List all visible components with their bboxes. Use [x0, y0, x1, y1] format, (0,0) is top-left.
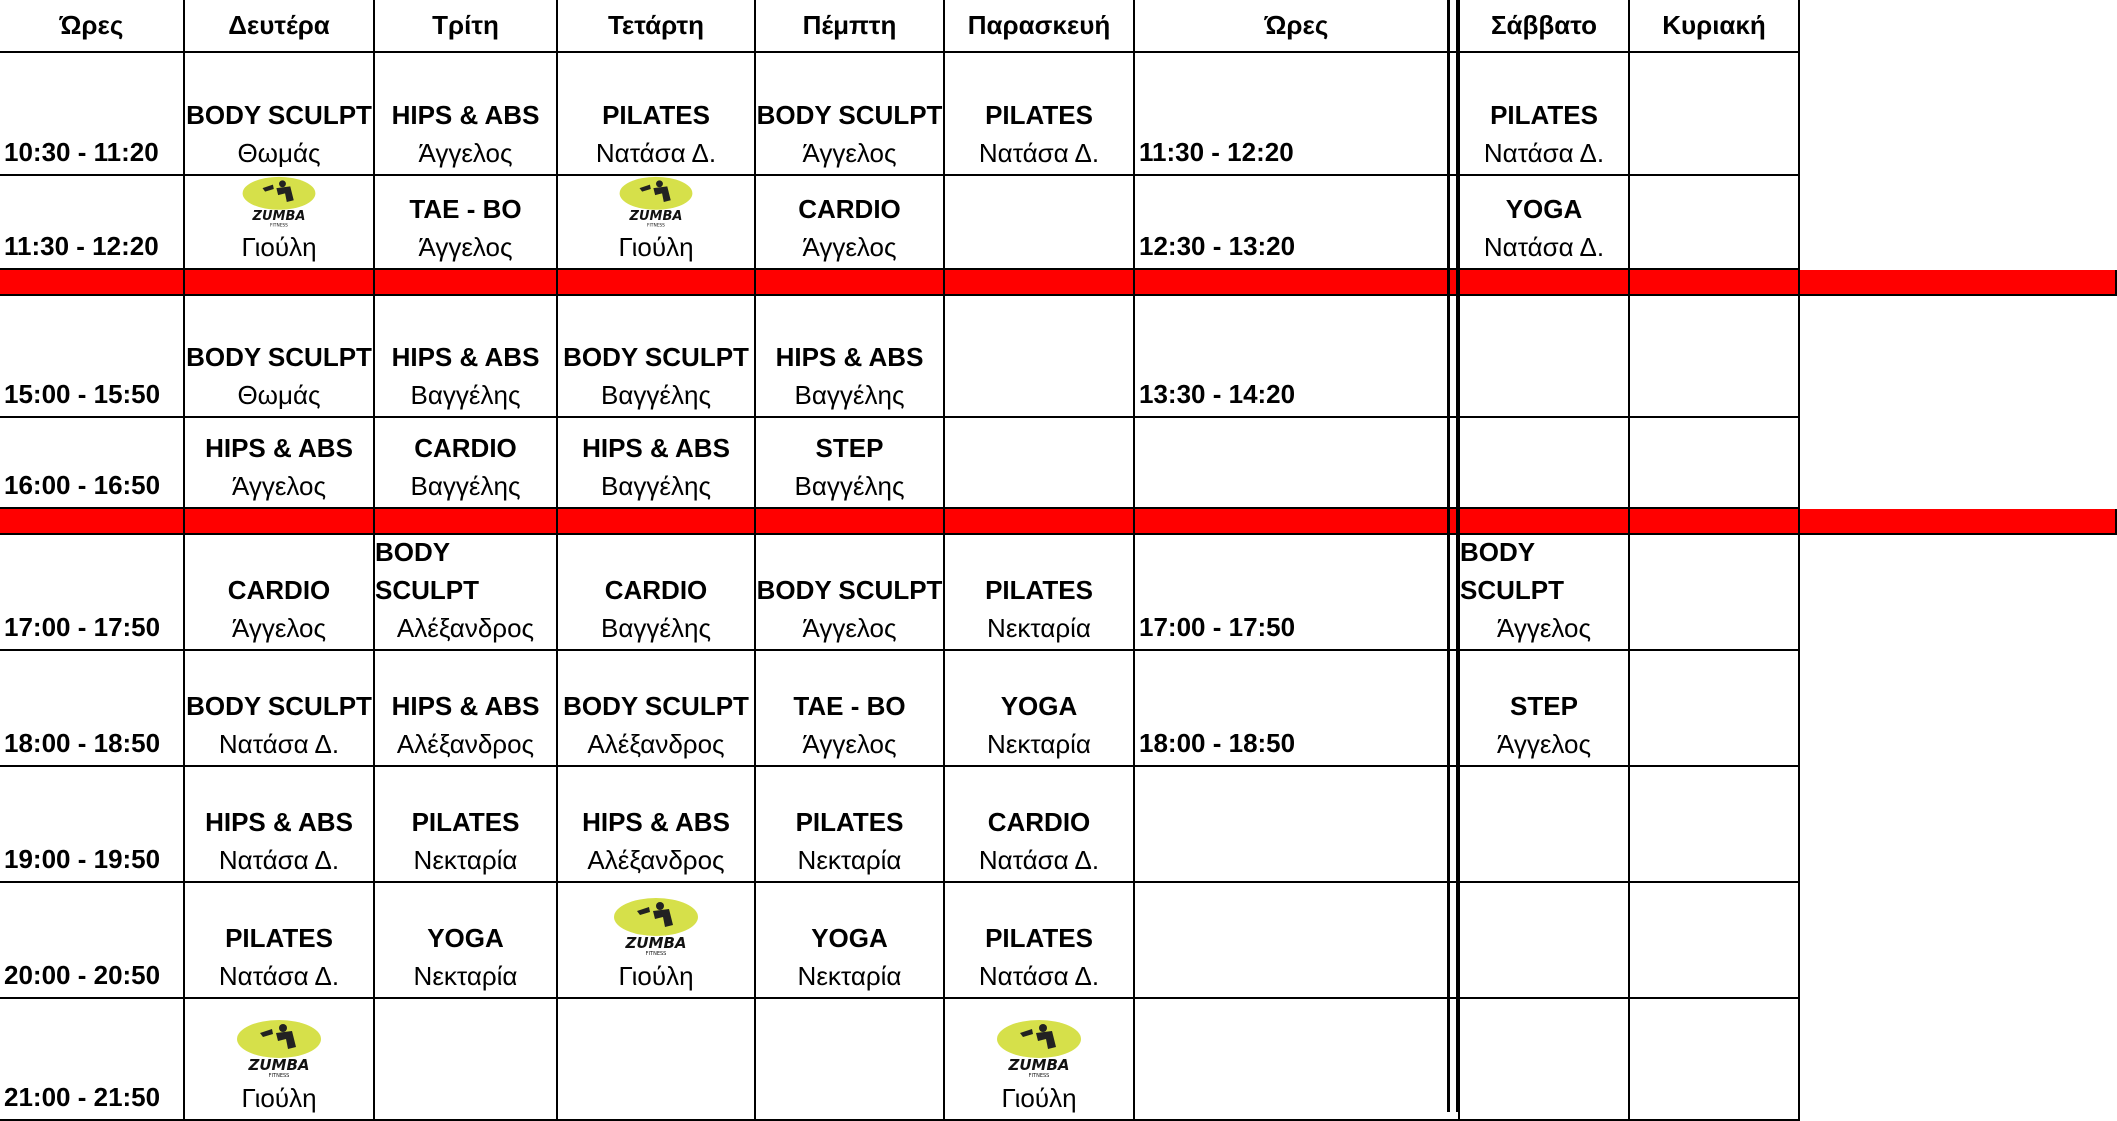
class-name: PILATES [985, 575, 1093, 605]
zumba-logo-word: ZUMBA [252, 209, 306, 225]
weekend-time-slot [1135, 999, 1460, 1121]
instructor-name: Νατάσα Δ. [218, 729, 340, 759]
class-cell-step [756, 418, 945, 509]
empty-cell [1630, 176, 1800, 270]
class-cell-hips-abs [185, 767, 375, 883]
class-cell-hips-abs [558, 418, 756, 509]
class-cell-cardio [945, 767, 1135, 883]
break-separator-cell [558, 509, 756, 535]
class-cell-body-sculpt [185, 651, 375, 767]
instructor-name: Νεκταρία [413, 845, 518, 875]
column-header-day-8: Κυριακή [1630, 0, 1800, 53]
weekend-time-slot: 13:30 - 14:20 [1135, 296, 1460, 418]
column-header-day-5: Παρασκευή [945, 0, 1135, 53]
instructor-name: Άγγελος [418, 138, 513, 168]
zumba-logo-icon [236, 176, 322, 228]
weekend-time-slot [1135, 767, 1460, 883]
class-cell-tae-bo [756, 651, 945, 767]
class-name: HIPS & ABS [391, 691, 540, 721]
weekend-time-slot [1135, 883, 1460, 999]
instructor-name: Γιούλη [241, 232, 317, 262]
class-name: TAE - BO [409, 194, 522, 224]
class-cell-body-sculpt [185, 53, 375, 176]
weekend-time-slot: 18:00 - 18:50 [1135, 651, 1460, 767]
class-name: BODY SCULPT [563, 342, 749, 372]
zumba-logo-subtitle: FITNESS [270, 223, 288, 228]
class-cell-pilates [945, 535, 1135, 651]
class-name: PILATES [985, 923, 1093, 953]
class-cell-hips-abs [375, 53, 558, 176]
class-name: YOGA [427, 923, 504, 953]
class-cell-pilates [375, 767, 558, 883]
instructor-name: Νατάσα Δ. [595, 138, 717, 168]
class-name: BODY SCULPT [563, 691, 749, 721]
instructor-name: Νατάσα Δ. [218, 961, 340, 991]
class-name: CARDIO [798, 194, 901, 224]
class-cell-zumba [945, 999, 1135, 1121]
empty-cell [1460, 883, 1630, 999]
class-cell-body-sculpt [756, 535, 945, 651]
class-name: HIPS & ABS [582, 807, 730, 837]
class-name: YOGA [1000, 691, 1078, 721]
class-name: PILATES [225, 923, 333, 953]
class-name: PILATES [985, 100, 1093, 130]
class-cell-hips-abs [756, 296, 945, 418]
empty-cell [1630, 767, 1800, 883]
break-separator-cell [945, 509, 1135, 535]
time-slot: 19:00 - 19:50 [0, 767, 185, 883]
instructor-name: Άγγελος [1496, 729, 1592, 759]
break-separator-cell [1630, 509, 1800, 535]
zumba-logo-subtitle: FITNESS [647, 223, 665, 228]
class-name: BODY SCULPT [756, 575, 943, 605]
time-slot: 17:00 - 17:50 [0, 535, 185, 651]
instructor-name: Νεκταρία [987, 729, 1091, 759]
empty-cell [1460, 999, 1630, 1121]
class-cell-cardio [558, 535, 756, 651]
weekend-time-slot [1135, 418, 1460, 509]
zumba-logo-subtitle: FITNESS [1028, 1073, 1050, 1079]
break-separator-cell [558, 270, 756, 296]
instructor-name: Βαγγέλης [794, 380, 905, 410]
instructor-name: Βαγγέλης [601, 613, 711, 643]
zumba-logo-icon [613, 176, 699, 228]
zumba-logo-figure-head [656, 180, 663, 187]
break-separator-cell [1460, 270, 1630, 296]
time-slot: 11:30 - 12:20 [0, 176, 185, 270]
class-name: TAE - BO [793, 691, 906, 721]
class-cell-zumba [558, 176, 756, 270]
zumba-logo-icon [613, 897, 699, 957]
empty-cell [1460, 418, 1630, 509]
instructor-name: Αλέξανδρος [396, 729, 535, 759]
instructor-name: Νατάσα Δ. [1483, 232, 1605, 262]
class-cell-yoga [756, 883, 945, 999]
instructor-name: Άγγελος [418, 232, 513, 262]
empty-cell [945, 418, 1135, 509]
empty-cell [756, 999, 945, 1121]
zumba-logo-word: ZUMBA [625, 934, 687, 952]
empty-cell [1460, 767, 1630, 883]
instructor-name: Βαγγέλης [410, 471, 521, 501]
zumba-logo-word: ZUMBA [1008, 1056, 1070, 1074]
zumba-logo-figure-head [279, 1024, 287, 1032]
class-cell-body-sculpt [185, 296, 375, 418]
class-cell-body-sculpt [375, 535, 558, 651]
instructor-name: Νεκταρία [413, 961, 518, 991]
break-separator-cell [185, 270, 375, 296]
break-separator-cell [1135, 509, 1460, 535]
class-name: HIPS & ABS [582, 433, 730, 463]
class-name: HIPS & ABS [391, 342, 540, 372]
class-name: BODY SCULPT [186, 691, 372, 721]
instructor-name: Νατάσα Δ. [218, 845, 340, 875]
class-cell-hips-abs [375, 651, 558, 767]
class-cell-pilates [945, 53, 1135, 176]
instructor-name: Άγγελος [231, 613, 327, 643]
weekend-divider [1447, 0, 1450, 1112]
time-slot: 15:00 - 15:50 [0, 296, 185, 418]
class-cell-body-sculpt [756, 53, 945, 176]
zumba-logo-figure-head [279, 180, 286, 187]
class-cell-cardio [185, 535, 375, 651]
column-header-day-1: Δευτέρα [185, 0, 375, 53]
class-name: BODY SCULPT [186, 100, 372, 130]
class-name: HIPS & ABS [775, 342, 924, 372]
instructor-name: Νατάσα Δ. [978, 845, 1100, 875]
zumba-logo-subtitle: FITNESS [645, 951, 667, 957]
instructor-name: Άγγελος [231, 471, 327, 501]
class-name: HIPS & ABS [205, 807, 353, 837]
class-name: STEP [815, 433, 884, 463]
class-cell-pilates [558, 53, 756, 176]
class-name: HIPS & ABS [205, 433, 353, 463]
instructor-name: Γιούλη [241, 1083, 317, 1113]
break-separator-cell [375, 509, 558, 535]
class-name: YOGA [811, 923, 888, 953]
break-separator-cell [1460, 509, 1630, 535]
instructor-name: Άγγελος [802, 729, 897, 759]
class-cell-body-sculpt [558, 296, 756, 418]
instructor-name: Άγγελος [802, 232, 897, 262]
weekend-time-slot: 17:00 - 17:50 [1135, 535, 1460, 651]
class-cell-cardio [756, 176, 945, 270]
empty-cell [945, 176, 1135, 270]
time-slot: 10:30 - 11:20 [0, 53, 185, 176]
instructor-name: Άγγελος [802, 138, 897, 168]
column-header-day-4: Πέμπτη [756, 0, 945, 53]
class-cell-yoga [945, 651, 1135, 767]
time-slot: 16:00 - 16:50 [0, 418, 185, 509]
class-cell-cardio [375, 418, 558, 509]
class-name: BODY SCULPT [375, 537, 479, 605]
class-cell-zumba [185, 176, 375, 270]
break-separator-cell [756, 270, 945, 296]
empty-cell [1630, 418, 1800, 509]
class-cell-zumba [558, 883, 756, 999]
class-cell-yoga [375, 883, 558, 999]
break-separator-cell [1800, 509, 2117, 535]
break-separator-cell [1135, 270, 1460, 296]
empty-cell [1630, 651, 1800, 767]
zumba-logo-figure-head [1039, 1024, 1047, 1032]
class-name: HIPS & ABS [391, 100, 540, 130]
class-cell-pilates [185, 883, 375, 999]
instructor-name: Βαγγέλης [410, 380, 521, 410]
empty-cell [375, 999, 558, 1121]
class-cell-pilates [1460, 53, 1630, 176]
instructor-name: Νατάσα Δ. [978, 961, 1100, 991]
zumba-logo-icon [236, 1019, 322, 1079]
break-separator-cell [1630, 270, 1800, 296]
class-cell-tae-bo [375, 176, 558, 270]
instructor-name: Αλέξανδρος [396, 613, 535, 643]
instructor-name: Γιούλη [618, 232, 694, 262]
class-name: CARDIO [604, 575, 708, 605]
instructor-name: Αλέξανδρος [587, 729, 725, 759]
time-slot: 18:00 - 18:50 [0, 651, 185, 767]
instructor-name: Θωμάς [237, 380, 321, 410]
class-name: PILATES [795, 807, 904, 837]
class-cell-hips-abs [558, 767, 756, 883]
zumba-logo-subtitle: FITNESS [268, 1073, 290, 1079]
empty-cell [1630, 535, 1800, 651]
class-name: BODY SCULPT [186, 342, 372, 372]
break-separator-cell [375, 270, 558, 296]
class-name: CARDIO [227, 575, 331, 605]
zumba-logo-icon [996, 1019, 1082, 1079]
class-cell-body-sculpt [558, 651, 756, 767]
instructor-name: Γιούλη [1001, 1083, 1077, 1113]
empty-cell [558, 999, 756, 1121]
instructor-name: Νατάσα Δ. [978, 138, 1100, 168]
column-header-day-3: Τετάρτη [558, 0, 756, 53]
class-name: BODY SCULPT [756, 100, 943, 130]
class-cell-hips-abs [185, 418, 375, 509]
empty-cell [1630, 883, 1800, 999]
instructor-name: Άγγελος [802, 613, 897, 643]
weekend-time-slot: 12:30 - 13:20 [1135, 176, 1460, 270]
empty-cell [1630, 999, 1800, 1121]
time-slot: 20:00 - 20:50 [0, 883, 185, 999]
instructor-name: Θωμάς [237, 138, 321, 168]
break-separator-cell [0, 270, 185, 296]
zumba-logo-word: ZUMBA [629, 209, 683, 225]
column-header-hours: Ώρες [0, 0, 185, 53]
zumba-logo-word: ZUMBA [248, 1056, 310, 1074]
instructor-name: Γιούλη [618, 961, 694, 991]
class-name: PILATES [1490, 100, 1598, 130]
break-separator-cell [185, 509, 375, 535]
class-name: PILATES [602, 100, 710, 130]
empty-cell [1460, 296, 1630, 418]
weekend-time-slot: 11:30 - 12:20 [1135, 53, 1460, 176]
instructor-name: Βαγγέλης [601, 471, 711, 501]
weekend-divider-inner [1456, 0, 1459, 1112]
break-separator-cell [0, 509, 185, 535]
class-name: BODY SCULPT [1460, 537, 1564, 605]
class-cell-zumba [185, 999, 375, 1121]
zumba-logo-figure-head [656, 902, 664, 910]
instructor-name: Βαγγέλης [794, 471, 905, 501]
break-separator-cell [756, 509, 945, 535]
instructor-name: Νεκταρία [987, 613, 1091, 643]
empty-cell [1630, 53, 1800, 176]
class-cell-hips-abs [375, 296, 558, 418]
instructor-name: Νεκταρία [797, 961, 902, 991]
time-slot: 21:00 - 21:50 [0, 999, 185, 1121]
empty-cell [945, 296, 1135, 418]
class-name: YOGA [1505, 194, 1583, 224]
class-name: CARDIO [987, 807, 1091, 837]
class-cell-pilates [945, 883, 1135, 999]
column-header-weekend-hours: Ώρες [1135, 0, 1460, 53]
class-name: STEP [1510, 691, 1578, 721]
break-separator-cell [945, 270, 1135, 296]
instructor-name: Αλέξανδρος [587, 845, 725, 875]
instructor-name: Βαγγέλης [601, 380, 711, 410]
class-cell-yoga [1460, 176, 1630, 270]
class-cell-step [1460, 651, 1630, 767]
column-header-day-2: Τρίτη [375, 0, 558, 53]
instructor-name: Νεκταρία [797, 845, 902, 875]
class-name: PILATES [411, 807, 520, 837]
instructor-name: Άγγελος [1496, 613, 1592, 643]
empty-cell [1630, 296, 1800, 418]
break-separator-cell [1800, 270, 2117, 296]
class-name: CARDIO [414, 433, 517, 463]
column-header-day-7: Σάββατο [1460, 0, 1630, 53]
class-cell-body-sculpt [1460, 535, 1630, 651]
class-cell-pilates [756, 767, 945, 883]
instructor-name: Νατάσα Δ. [1483, 138, 1605, 168]
